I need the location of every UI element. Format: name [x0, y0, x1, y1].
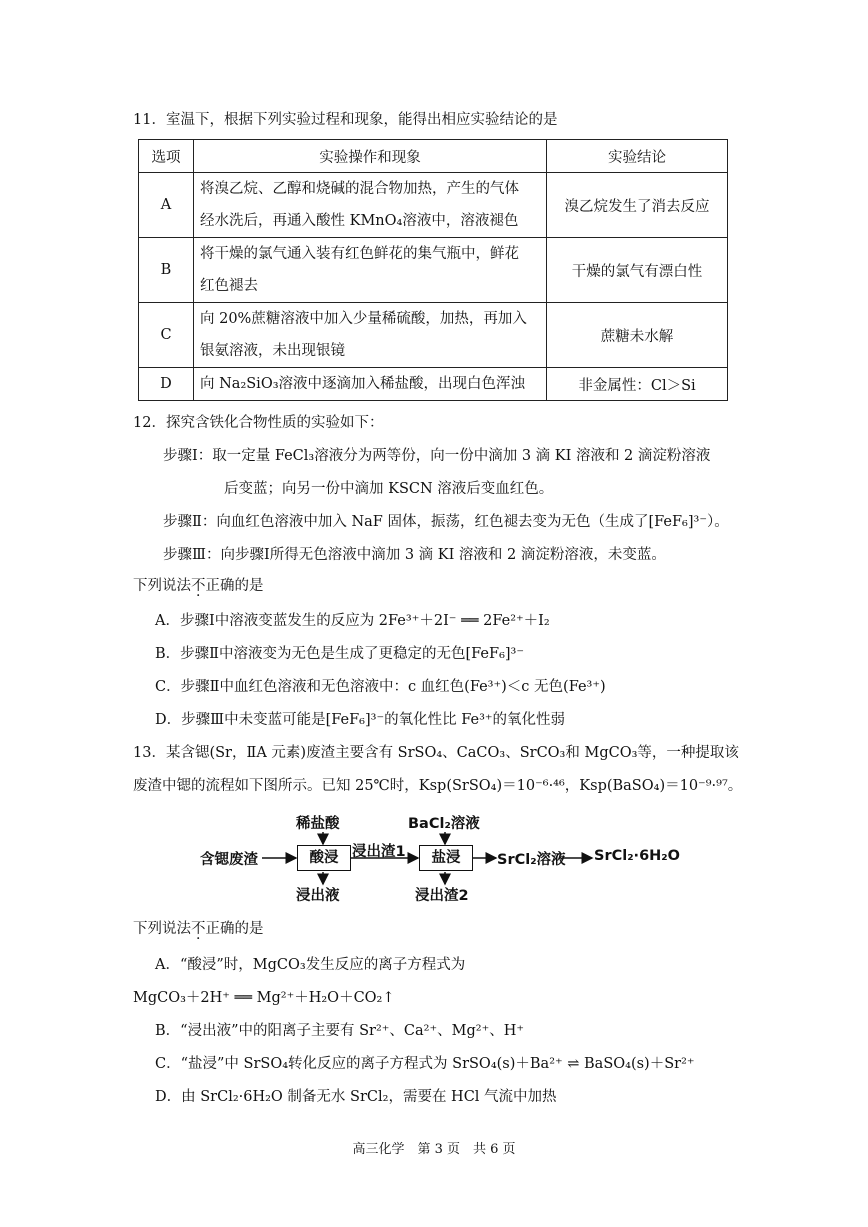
row-operation-line: 将干燥的氯气通入装有红色鲜花的集气瓶中，鲜花: [200, 246, 519, 262]
row-operation: [194, 173, 547, 238]
q12-question-pre: 下列说法: [133, 578, 191, 594]
flow-residue-2: 浸出渣2: [415, 888, 469, 904]
q13-option-a-line1: A．“酸浸”时，MgCO₃发生反应的离子方程式为: [155, 957, 466, 973]
table-row: [139, 173, 728, 238]
table-row: [139, 368, 728, 401]
header-conclusion: 实验结论: [547, 140, 728, 173]
flow-srcl2-solution: SrCl₂溶液: [497, 852, 566, 868]
flow-leachate: 浸出液: [296, 888, 340, 904]
row-operation: [194, 303, 547, 368]
q12-question-emphasis: 不: [191, 578, 206, 594]
q13-option-a-line2: MgCO₃＋2H⁺ ══ Mg²⁺＋H₂O＋CO₂↑: [133, 990, 395, 1006]
q12-stem: 12．探究含铁化合物性质的实验如下：: [133, 415, 384, 431]
table-header-row: [139, 140, 728, 173]
table-row: [139, 303, 728, 368]
q13-option-d: D．由 SrCl₂·6H₂O 制备无水 SrCl₂，需要在 HCl 气流中加热: [155, 1089, 557, 1105]
table-row: [139, 238, 728, 303]
q12-question-post: 正确的是: [205, 578, 264, 594]
q12-step1-line2: 后变蓝；向另一份中滴加 KSCN 溶液后变血红色。: [224, 481, 554, 497]
q13-question-pre: 下列说法: [133, 921, 191, 937]
header-operation: 实验操作和现象: [194, 140, 547, 173]
row-operation-line: 将溴乙烷、乙醇和烧碱的混合物加热，产生的气体: [200, 181, 519, 197]
row-operation-line: 向 20%蔗糖溶液中加入少量稀硫酸，加热，再加入: [200, 311, 527, 327]
row-option: C: [139, 303, 194, 368]
experiment-table: [138, 139, 728, 401]
flow-srcl2-hydrate: SrCl₂·6H₂O: [594, 848, 680, 864]
q12-step1-line1: 步骤Ⅰ：取一定量 FeCl₃溶液分为两等份，向一份中滴加 3 滴 KI 溶液和 2 滴淀粉溶液: [163, 448, 711, 464]
row-conclusion: 干燥的氯气有漂白性: [547, 238, 728, 303]
process-flow-diagram: [200, 810, 680, 910]
flow-acid-leach-box: 酸浸: [297, 845, 351, 871]
q13-option-c: C．“盐浸”中 SrSO₄转化反应的离子方程式为 SrSO₄(s)＋Ba²⁺ ⇌ BaSO₄(s)＋Sr²⁺: [155, 1056, 695, 1072]
row-conclusion: 溴乙烷发生了消去反应: [547, 173, 728, 238]
q11-stem: 11．室温下，根据下列实验过程和现象，能得出相应实验结论的是: [133, 112, 558, 128]
row-option: B: [139, 238, 194, 303]
page-footer: 高三化学 第 3 页 共 6 页: [352, 1142, 516, 1157]
q13-stem-line2: 废渣中锶的流程如下图所示。已知 25℃时，Ksp(SrSO₄)＝10⁻⁶·⁴⁶，Ksp(BaSO₄)＝10⁻⁹·⁹⁷。: [133, 778, 743, 794]
row-operation: [194, 238, 547, 303]
row-conclusion: 非金属性：Cl＞Si: [547, 368, 728, 401]
flow-residue-1: 浸出渣1: [352, 844, 406, 860]
flow-salt-leach-box: 盐浸: [419, 845, 473, 871]
q13-stem-line1: 13．某含锶(Sr，ⅡA 元素)废渣主要含有 SrSO₄、CaCO₃、SrCO₃和 MgCO₃等，一种提取该: [133, 745, 739, 761]
flow-acid-reagent: 稀盐酸: [296, 816, 340, 832]
q12-option-a: A．步骤Ⅰ中溶液变蓝发生的反应为 2Fe³⁺＋2I⁻ ══ 2Fe²⁺＋I₂: [155, 613, 550, 629]
row-operation-line: 银氨溶液，未出现银镜: [200, 343, 345, 359]
row-operation-line: 红色褪去: [200, 278, 258, 294]
row-option: D: [139, 368, 194, 401]
flow-bacl2-reagent: BaCl₂溶液: [408, 816, 480, 832]
q12-option-d: D．步骤Ⅲ中未变蓝可能是[FeF₆]³⁻的氧化性比 Fe³⁺的氧化性弱: [155, 712, 566, 728]
q13-option-b: B．“浸出液”中的阳离子主要有 Sr²⁺、Ca²⁺、Mg²⁺、H⁺: [155, 1023, 525, 1039]
row-operation-line: 经水洗后，再通入酸性 KMnO₄溶液中，溶液褪色: [200, 213, 519, 229]
row-operation: 向 Na₂SiO₃溶液中逐滴加入稀盐酸，出现白色浑浊: [194, 368, 547, 401]
row-conclusion: 蔗糖未水解: [547, 303, 728, 368]
q12-option-b: B．步骤Ⅱ中溶液变为无色是生成了更稳定的无色[FeF₆]³⁻: [155, 646, 525, 662]
q12-step2: 步骤Ⅱ：向血红色溶液中加入 NaF 固体，振荡，红色褪去变为无色（生成了[FeF₆]³⁻）。: [163, 514, 729, 530]
header-option: 选项: [139, 140, 194, 173]
q13-question-post: 正确的是: [205, 921, 264, 937]
q12-option-c: C．步骤Ⅱ中血红色溶液和无色溶液中：c 血红色(Fe³⁺)＜c 无色(Fe³⁺): [155, 679, 606, 695]
flow-source: 含锶废渣: [200, 852, 258, 868]
q13-question: [133, 919, 264, 939]
q12-step3: 步骤Ⅲ：向步骤Ⅰ所得无色溶液中滴加 3 滴 KI 溶液和 2 滴淀粉溶液，未变蓝。: [163, 547, 666, 563]
q12-question: [133, 576, 264, 596]
row-option: A: [139, 173, 194, 238]
q13-question-emphasis: 不: [191, 921, 206, 937]
